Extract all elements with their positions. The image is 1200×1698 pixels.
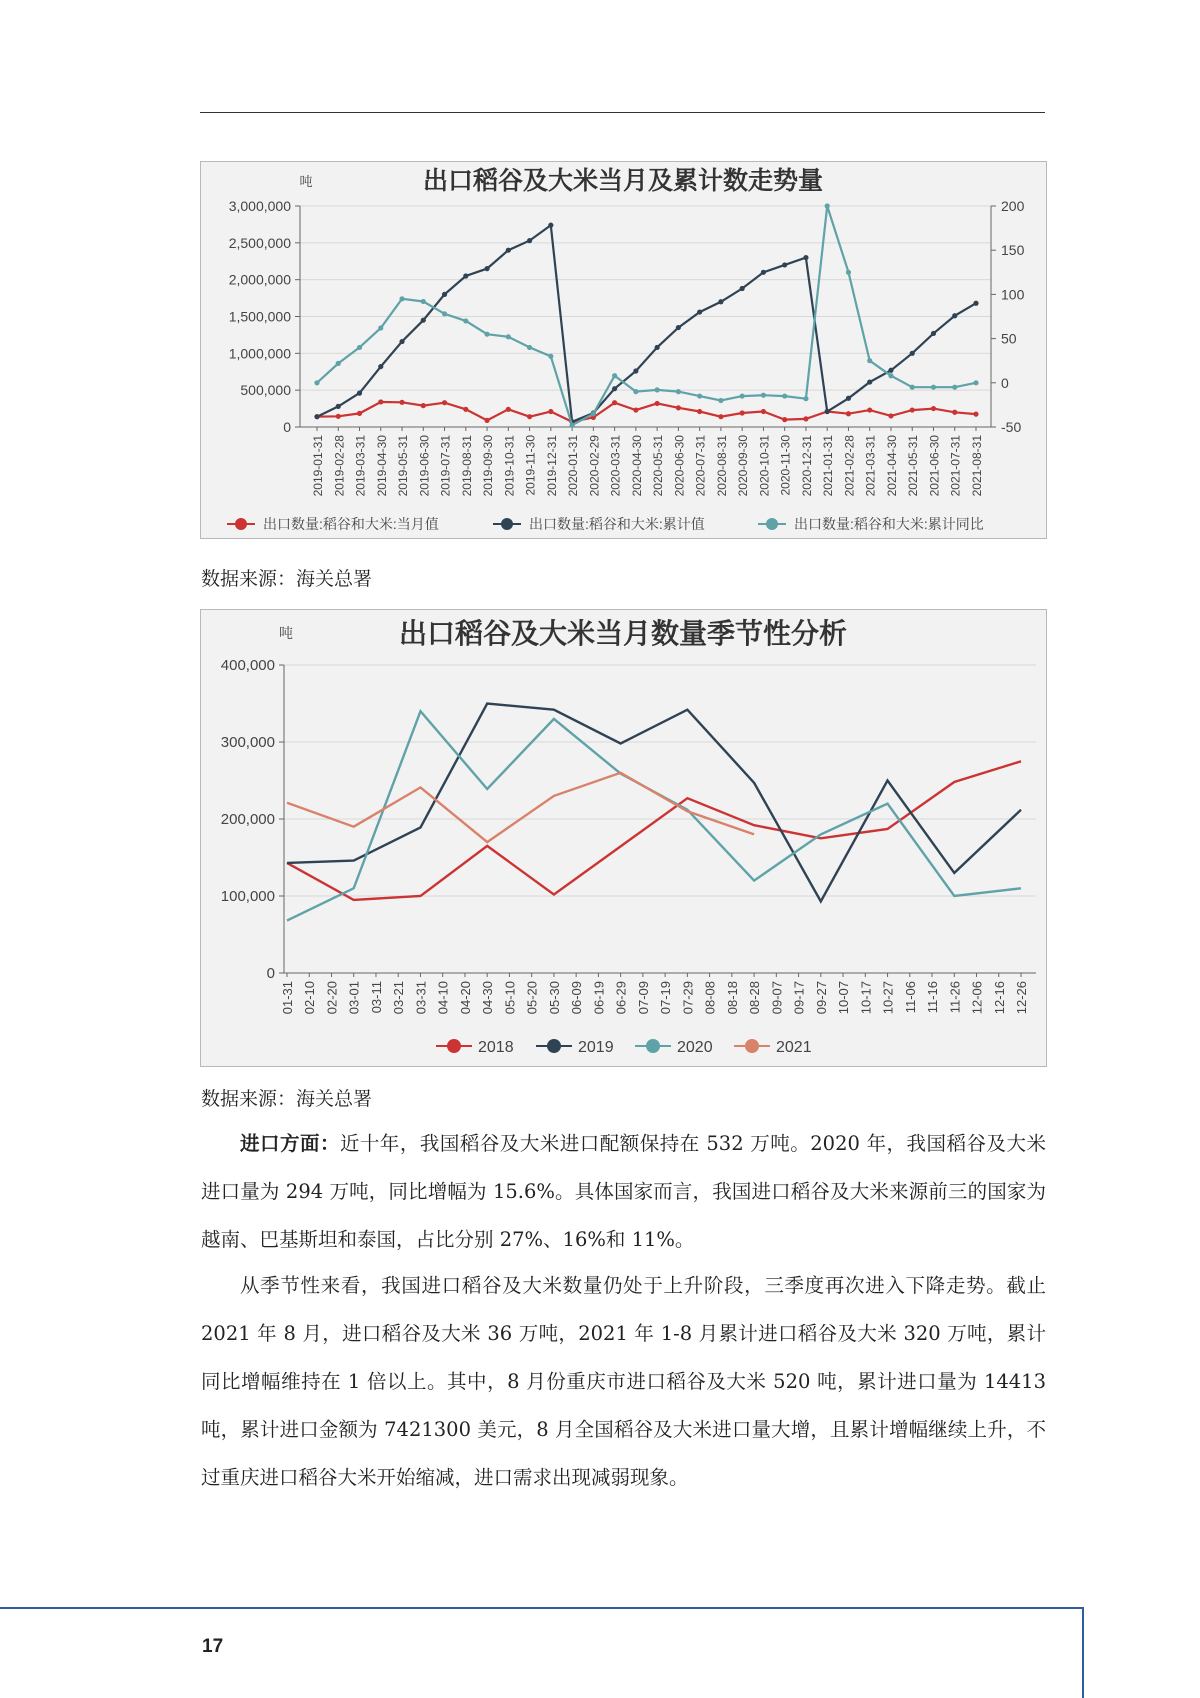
x-tick-label: 2020-10-31 xyxy=(757,435,772,497)
y-tick-label: 0 xyxy=(266,965,275,982)
data-point xyxy=(697,409,702,414)
x-tick-label: 03-11 xyxy=(368,981,384,1014)
x-tick-label: 01-31 xyxy=(280,981,295,1015)
series-line xyxy=(317,402,976,422)
x-tick-label: 2020-01-31 xyxy=(566,435,581,497)
data-point xyxy=(846,270,851,275)
x-tick-label: 11-26 xyxy=(947,981,963,1014)
data-point xyxy=(484,418,489,423)
legend-label: 出口数量:稻谷和大米:累计同比 xyxy=(794,516,984,532)
x-tick-label: 03-31 xyxy=(413,981,429,1015)
x-tick-label: 04-30 xyxy=(480,981,496,1015)
data-point xyxy=(676,405,681,410)
source-note: 数据来源：海关总署 xyxy=(201,568,373,590)
legend-swatch-dot xyxy=(235,518,247,530)
x-tick-label: 10-27 xyxy=(880,981,896,1015)
data-point xyxy=(973,412,978,417)
data-point xyxy=(931,406,936,411)
data-point xyxy=(591,411,596,416)
page-number: 17 xyxy=(202,1636,224,1657)
x-tick-label: 08-18 xyxy=(724,981,740,1015)
y-tick-label: 100,000 xyxy=(220,888,275,905)
data-point xyxy=(952,385,957,390)
data-point xyxy=(655,387,660,392)
data-point xyxy=(846,411,851,416)
data-point xyxy=(931,385,936,390)
data-point xyxy=(867,379,872,384)
data-point xyxy=(718,299,723,304)
x-tick-label: 2019-09-30 xyxy=(481,435,496,497)
x-tick-label: 2019-01-31 xyxy=(311,435,325,497)
data-point xyxy=(655,401,660,406)
data-point xyxy=(761,409,766,414)
legend-swatch-dot xyxy=(766,518,778,530)
x-tick-label: 2019-12-31 xyxy=(544,435,559,497)
data-point xyxy=(697,393,702,398)
data-point xyxy=(506,407,511,412)
x-tick-label: 2020-06-30 xyxy=(672,435,687,497)
x-tick-label: 2020-07-31 xyxy=(693,434,708,497)
data-point xyxy=(782,417,787,422)
y2-tick-label: 150 xyxy=(1001,242,1025,259)
data-point xyxy=(633,389,638,394)
x-tick-label: 2019-10-31 xyxy=(502,435,517,497)
data-point xyxy=(442,292,447,297)
legend-label: 出口数量:稻谷和大米:累计值 xyxy=(529,516,705,532)
x-tick-label: 03-01 xyxy=(346,981,362,1015)
y-tick-label: 300,000 xyxy=(220,734,275,751)
chart-export-cumulative-svg xyxy=(201,162,1046,538)
data-point xyxy=(314,380,319,385)
data-point xyxy=(740,393,745,398)
data-point xyxy=(378,325,383,330)
data-point xyxy=(442,311,447,316)
data-point xyxy=(952,313,957,318)
data-point xyxy=(548,409,553,414)
x-tick-label: 12-06 xyxy=(969,981,985,1015)
paragraph-import xyxy=(201,1120,1046,1264)
data-point xyxy=(442,400,447,405)
x-tick-label: 2019-03-31 xyxy=(353,435,368,497)
x-tick-label: 2020-08-31 xyxy=(714,435,729,497)
footer-rule-vertical xyxy=(1082,1607,1084,1698)
header-rule xyxy=(200,112,1045,113)
source-note: 数据来源：海关总署 xyxy=(201,1088,373,1110)
data-point xyxy=(484,266,489,271)
paragraph-lead: 进口方面： xyxy=(240,1132,340,1155)
x-tick-label: 2020-05-31 xyxy=(651,435,666,497)
x-tick-label: 2019-07-31 xyxy=(438,435,453,497)
chart-export-cumulative xyxy=(200,161,1047,539)
x-tick-label: 2021-01-31 xyxy=(821,435,836,497)
data-point xyxy=(357,411,362,416)
x-tick-label: 12-16 xyxy=(991,981,1007,1015)
data-point xyxy=(803,396,808,401)
y-axis-label: 吨 xyxy=(279,625,293,641)
data-point xyxy=(463,407,468,412)
data-point xyxy=(973,301,978,306)
data-point xyxy=(527,414,532,419)
x-tick-label: 12-26 xyxy=(1014,981,1029,1015)
x-tick-label: 2020-09-30 xyxy=(736,435,751,497)
data-point xyxy=(336,361,341,366)
chart-title: 出口稻谷及大米当月数量季节性分析 xyxy=(398,618,848,649)
x-tick-label: 05-30 xyxy=(546,981,562,1015)
x-tick-label: 2021-04-30 xyxy=(884,435,899,497)
data-point xyxy=(952,410,957,415)
legend-label: 2020 xyxy=(677,1039,713,1056)
x-tick-label: 06-09 xyxy=(569,981,585,1015)
series-line xyxy=(317,206,976,425)
data-point xyxy=(378,399,383,404)
paragraph-body: 近十年，我国稻谷及大米进口配额保持在 532 万吨。2020 年，我国稻谷及大米进口量为 294 万吨，同比增幅为 15.6%。具体国家而言，我国进口稻谷及大米来源前三的国家为越南、巴基斯坦和泰国，占比分别 27%、16%和 11%。 xyxy=(201,1132,1046,1251)
data-point xyxy=(357,345,362,350)
legend-swatch-dot xyxy=(501,518,513,530)
data-point xyxy=(527,238,532,243)
paragraph-body: 从季节性来看，我国进口稻谷及大米数量仍处于上升阶段，三季度再次进入下降走势。截止 2021 年 8 月，进口稻谷及大米 36 万吨，2021 年 1-8 月累计进口稻谷及大米 320 万吨，累计同比增幅维持在 1 倍以上。其中，8 月份重庆市进口稻谷及大米 520 吨，累计进口量为 14413 吨，累计进口金额为 7421300 美元，8 月全国稻谷及大米进口量大增，且累计增幅继续上升，不过重庆进口稻谷大米开始缩减，进口需求出现减弱现象。 xyxy=(201,1274,1046,1489)
data-point xyxy=(803,255,808,260)
data-point xyxy=(463,318,468,323)
x-tick-label: 07-29 xyxy=(680,981,696,1015)
data-point xyxy=(825,203,830,208)
x-tick-label: 2020-02-29 xyxy=(587,435,602,497)
data-point xyxy=(888,413,893,418)
x-tick-label: 03-21 xyxy=(391,981,407,1015)
chart-title: 出口稻谷及大米当月及累计数走势量 xyxy=(422,167,824,195)
data-point xyxy=(867,407,872,412)
x-tick-label: 2021-02-28 xyxy=(842,435,857,497)
x-tick-label: 05-10 xyxy=(502,981,518,1015)
x-tick-label: 11-06 xyxy=(902,981,918,1014)
legend-swatch-dot xyxy=(745,1039,759,1053)
y-tick-label: 400,000 xyxy=(220,657,275,674)
chart-export-seasonal xyxy=(200,609,1047,1067)
x-tick-label: 2019-11-30 xyxy=(523,435,538,496)
x-tick-label: 2021-07-31 xyxy=(948,435,963,497)
data-point xyxy=(973,380,978,385)
data-point xyxy=(421,318,426,323)
x-tick-label: 2019-05-31 xyxy=(396,435,411,497)
y2-tick-label: 50 xyxy=(1001,330,1017,347)
data-point xyxy=(399,296,404,301)
x-tick-label: 04-20 xyxy=(457,981,473,1015)
x-tick-label: 05-20 xyxy=(524,981,540,1015)
data-point xyxy=(484,332,489,337)
data-point xyxy=(740,286,745,291)
x-tick-label: 09-27 xyxy=(813,981,829,1015)
x-tick-label: 09-07 xyxy=(769,981,785,1015)
data-point xyxy=(697,309,702,314)
data-point xyxy=(825,409,830,414)
y-tick-label: 1,000,000 xyxy=(228,345,291,362)
legend-swatch-dot xyxy=(547,1039,561,1053)
y2-tick-label: 100 xyxy=(1001,286,1025,303)
data-point xyxy=(676,325,681,330)
x-tick-label: 04-10 xyxy=(435,981,451,1015)
data-point xyxy=(548,354,553,359)
y-tick-label: 500,000 xyxy=(240,382,291,399)
data-point xyxy=(740,410,745,415)
series-line xyxy=(287,711,1021,920)
x-tick-label: 2019-06-30 xyxy=(417,435,432,497)
x-tick-label: 2021-08-31 xyxy=(970,435,984,497)
data-point xyxy=(612,400,617,405)
y2-tick-label: 0 xyxy=(1001,374,1009,391)
data-point xyxy=(676,389,681,394)
x-tick-label: 06-19 xyxy=(591,981,607,1015)
data-point xyxy=(357,391,362,396)
x-tick-label: 06-29 xyxy=(613,981,629,1015)
legend-label: 出口数量:稻谷和大米:当月值 xyxy=(263,516,439,532)
y-tick-label: 1,500,000 xyxy=(228,308,291,325)
data-point xyxy=(463,273,468,278)
series-line xyxy=(317,225,976,422)
footer-rule xyxy=(0,1607,1082,1609)
data-point xyxy=(569,423,574,428)
data-point xyxy=(612,373,617,378)
legend-label: 2019 xyxy=(578,1039,614,1056)
x-tick-label: 02-20 xyxy=(324,981,340,1015)
data-point xyxy=(506,248,511,253)
data-point xyxy=(506,334,511,339)
data-point xyxy=(527,345,532,350)
data-point xyxy=(803,416,808,421)
x-tick-label: 10-07 xyxy=(836,981,852,1015)
y-axis-label: 吨 xyxy=(299,174,313,189)
x-tick-label: 2021-05-31 xyxy=(906,435,921,497)
x-tick-label: 08-28 xyxy=(747,981,763,1015)
data-point xyxy=(782,393,787,398)
x-tick-label: 07-09 xyxy=(635,981,651,1015)
legend-swatch-dot xyxy=(447,1039,461,1053)
data-point xyxy=(867,358,872,363)
data-point xyxy=(655,345,660,350)
legend-label: 2021 xyxy=(776,1039,812,1056)
x-tick-label: 2020-12-31 xyxy=(799,435,814,497)
x-tick-label: 2020-04-30 xyxy=(629,435,644,497)
x-tick-label: 08-08 xyxy=(702,981,718,1015)
x-tick-label: 2019-04-30 xyxy=(374,435,389,497)
data-point xyxy=(910,407,915,412)
data-point xyxy=(718,414,723,419)
data-point xyxy=(399,400,404,405)
legend-swatch-dot xyxy=(646,1039,660,1053)
x-tick-label: 11-16 xyxy=(925,981,941,1014)
x-tick-label: 2020-03-31 xyxy=(608,435,623,497)
x-tick-label: 07-19 xyxy=(658,981,674,1015)
legend-label: 2018 xyxy=(478,1039,514,1056)
x-tick-label: 2021-03-31 xyxy=(863,435,878,497)
chart-export-seasonal-svg xyxy=(201,610,1046,1066)
x-tick-label: 09-17 xyxy=(791,981,807,1015)
data-point xyxy=(378,364,383,369)
data-point xyxy=(718,398,723,403)
y-tick-label: 200,000 xyxy=(220,811,275,828)
y-tick-label: 2,500,000 xyxy=(228,234,291,251)
data-point xyxy=(931,331,936,336)
data-point xyxy=(612,386,617,391)
data-point xyxy=(888,373,893,378)
y-tick-label: 0 xyxy=(283,419,291,435)
data-point xyxy=(336,404,341,409)
data-point xyxy=(633,368,638,373)
data-point xyxy=(548,223,553,228)
data-point xyxy=(888,368,893,373)
x-tick-label: 2019-08-31 xyxy=(459,435,474,497)
data-point xyxy=(782,262,787,267)
series-line xyxy=(287,761,1021,900)
paragraph-seasonal xyxy=(201,1262,1046,1502)
data-point xyxy=(910,385,915,390)
data-point xyxy=(761,393,766,398)
x-tick-label: 10-17 xyxy=(858,981,874,1015)
data-point xyxy=(421,299,426,304)
y-tick-label: 3,000,000 xyxy=(228,198,291,214)
data-point xyxy=(910,351,915,356)
x-tick-label: 2019-02-28 xyxy=(332,435,347,497)
data-point xyxy=(336,414,341,419)
data-point xyxy=(314,414,319,419)
data-point xyxy=(846,396,851,401)
y-tick-label: 2,000,000 xyxy=(228,271,291,288)
x-tick-label: 2020-11-30 xyxy=(778,435,793,496)
y2-tick-label: -50 xyxy=(1001,419,1022,435)
data-point xyxy=(421,403,426,408)
data-point xyxy=(761,270,766,275)
data-point xyxy=(633,407,638,412)
x-tick-label: 02-10 xyxy=(302,981,318,1015)
x-tick-label: 2021-06-30 xyxy=(927,435,942,497)
data-point xyxy=(399,339,404,344)
y2-tick-label: 200 xyxy=(1001,198,1025,214)
